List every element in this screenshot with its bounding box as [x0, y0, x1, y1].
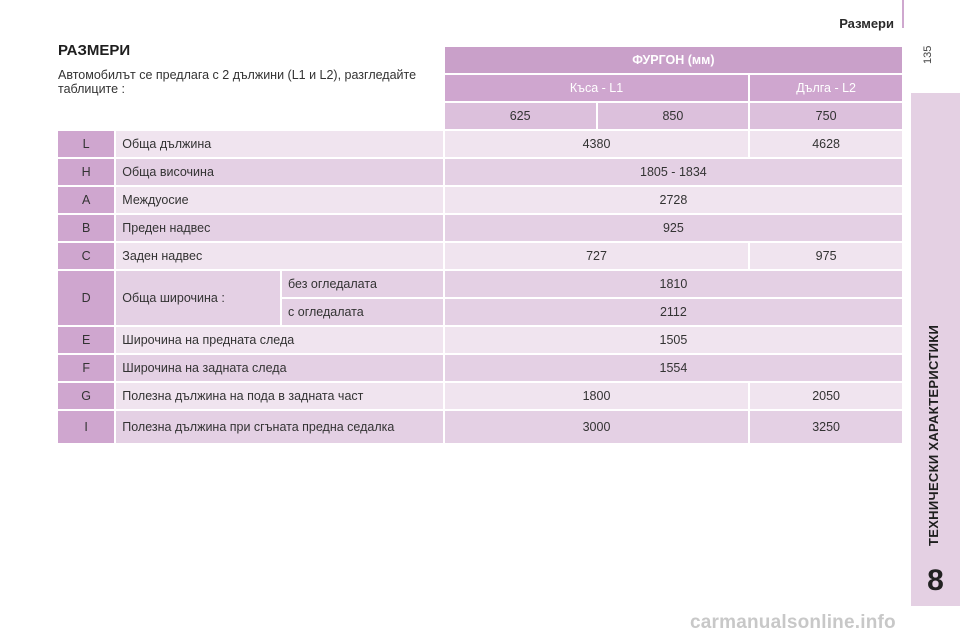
row-sublabel: с огледалата	[282, 299, 443, 325]
subheader-short: Къса - L1	[445, 75, 748, 101]
table-row	[58, 383, 902, 409]
table-row	[58, 215, 902, 241]
table-row	[58, 131, 902, 157]
row-value: 1805 - 1834	[445, 159, 902, 185]
chapter-number-tab: 8	[911, 556, 960, 606]
table-row	[58, 187, 902, 213]
row-label: Преден надвес	[116, 215, 443, 241]
variant-cell: 850	[598, 103, 749, 129]
row-label: Широчина на задната следа	[116, 355, 443, 381]
row-letter: D	[58, 271, 114, 325]
table-row	[58, 355, 902, 381]
running-header-title: Размери	[839, 16, 894, 31]
row-letter: F	[58, 355, 114, 381]
page-number: 135	[922, 45, 934, 64]
row-value: 4628	[750, 131, 902, 157]
table-main-header: ФУРГОН (мм)	[445, 47, 902, 73]
row-label: Обща дължина	[116, 131, 443, 157]
table-row	[58, 411, 902, 443]
row-label: Обща широчина :	[116, 271, 280, 325]
row-label: Полезна дължина при сгъната предна седалка	[116, 411, 443, 443]
table-row	[58, 327, 902, 353]
row-value: 2112	[445, 299, 902, 325]
row-value: 3000	[445, 411, 748, 443]
chapter-label: ТЕХНИЧЕСКИ ХАРАКТЕРИСТИКИ	[926, 324, 941, 546]
row-letter: B	[58, 215, 114, 241]
variant-cell: 625	[445, 103, 596, 129]
row-value: 727	[445, 243, 748, 269]
row-label: Междуосие	[116, 187, 443, 213]
row-value: 975	[750, 243, 902, 269]
intro-text: Автомобилът се предлага с 2 дължини (L1 и L2), разгледайте таблиците :	[58, 68, 417, 96]
row-letter: E	[58, 327, 114, 353]
table-row	[58, 271, 902, 297]
row-value: 4380	[445, 131, 748, 157]
table-row	[58, 243, 902, 269]
row-value: 1800	[445, 383, 748, 409]
row-letter: L	[58, 131, 114, 157]
dimensions-table	[56, 45, 904, 445]
table-row	[58, 159, 902, 185]
row-letter: H	[58, 159, 114, 185]
row-value: 1810	[445, 271, 902, 297]
row-value: 1554	[445, 355, 902, 381]
row-value: 2728	[445, 187, 902, 213]
row-label: Полезна дължина на пода в задната част	[116, 383, 443, 409]
row-letter: G	[58, 383, 114, 409]
row-value: 1505	[445, 327, 902, 353]
row-label: Обща височина	[116, 159, 443, 185]
row-value: 925	[445, 215, 902, 241]
row-value: 2050	[750, 383, 902, 409]
table-variant-row	[58, 103, 902, 129]
variant-cell: 750	[750, 103, 902, 129]
subheader-long: Дълга - L2	[750, 75, 902, 101]
row-letter: A	[58, 187, 114, 213]
row-label: Широчина на предната следа	[116, 327, 443, 353]
row-letter: I	[58, 411, 114, 443]
row-label: Заден надвес	[116, 243, 443, 269]
watermark: carmanualsonline.info	[690, 612, 896, 633]
row-value: 3250	[750, 411, 902, 443]
header-divider	[902, 0, 904, 28]
row-letter: C	[58, 243, 114, 269]
row-sublabel: без огледалата	[282, 271, 443, 297]
section-title: РАЗМЕРИ	[58, 42, 131, 59]
